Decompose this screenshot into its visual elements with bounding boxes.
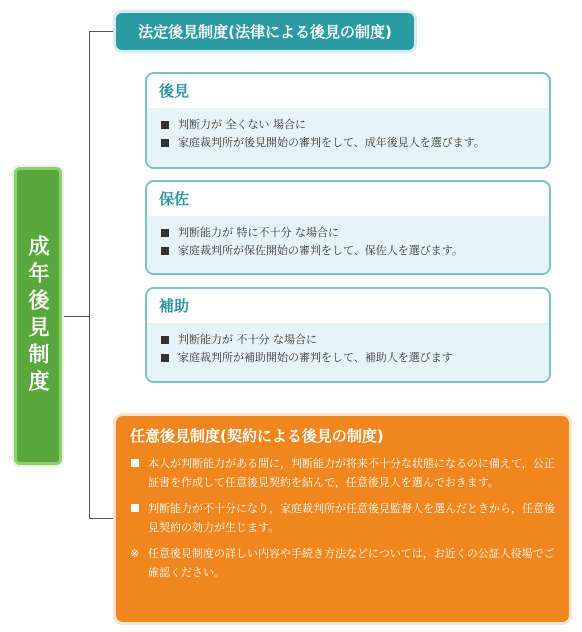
card-guardianship [145, 72, 551, 169]
list-item: 判断能力が 特に不十分 な場合に [159, 224, 537, 242]
list-item: 家庭裁判所が保佐開始の審判をして、保佐人を選びます。 [159, 242, 537, 260]
voluntary-guardianship-title: 任意後見制度(契約による後見の制度) [130, 427, 384, 445]
note [130, 544, 555, 582]
side-label: 成年後見制度 [26, 235, 50, 397]
note-mark: ※ [130, 547, 140, 560]
card-assistance [145, 287, 551, 383]
side-label-box [14, 167, 62, 465]
list-item: 判断能力が 不十分 な場合に [159, 331, 537, 349]
voluntary-guardianship-box [116, 416, 569, 622]
list-item: 判断能力が不十分になり，家庭裁判所が任意後見監督人を選んだときから，任意後見契約の効力が生じます。 [130, 499, 555, 537]
card-body [147, 323, 549, 383]
card-body [147, 108, 549, 169]
square-bullet-icon [161, 247, 169, 255]
card-body [147, 216, 549, 275]
card-title: 保佐 [159, 190, 190, 208]
square-bullet-icon [161, 139, 169, 147]
legal-guardianship-title: 法定後見制度(法律による後見の制度) [116, 13, 414, 50]
connector-vertical [89, 31, 90, 518]
note-text: 任意後見制度の詳しい内容や手続き方法などについては，お近くの公証人役場でご確認ください。 [148, 547, 555, 579]
square-bullet-icon [161, 336, 169, 344]
list-item: 家庭裁判所が後見開始の審判をして、成年後見人を選びます。 [159, 134, 537, 152]
square-bullet-icon [161, 229, 169, 237]
connector-to-voluntary [89, 518, 116, 519]
square-bullet-icon [131, 459, 139, 467]
list-item: 家庭裁判所が補助開始の審判をして、補助人を選びます [159, 349, 537, 367]
connector-to-legal [89, 31, 116, 32]
square-bullet-icon [161, 121, 169, 129]
card-curatorship [145, 180, 551, 275]
card-title: 補助 [159, 297, 190, 315]
card-title: 後見 [159, 82, 190, 100]
list-item: 判断力が 全くない 場合に [159, 116, 537, 134]
square-bullet-icon [131, 504, 139, 512]
list-item: 本人が判断能力がある間に，判断能力が将来不十分な状態になるのに備えて，公正証書を作成して任意後見契約を結んで，任意後見人を選んでおきます。 [130, 454, 555, 492]
connector-to-side-label [62, 316, 89, 317]
square-bullet-icon [161, 354, 169, 362]
